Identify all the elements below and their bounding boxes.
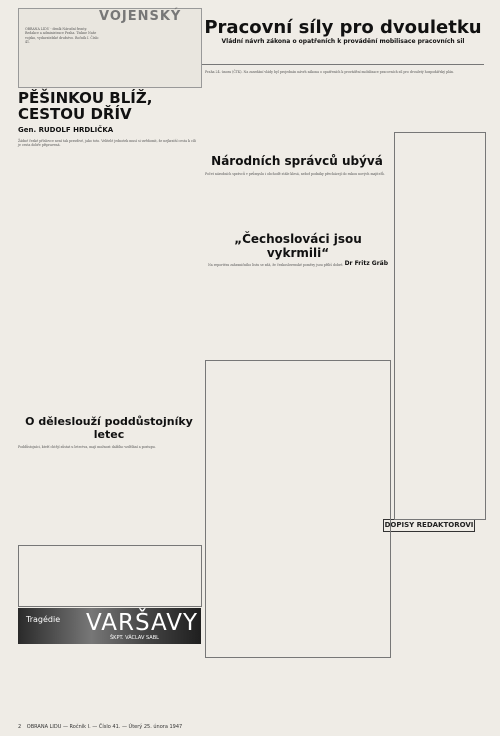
- quote-story-headline: „Čechoslováci jsou vykrmili“: [234, 232, 362, 260]
- top-story-header: [202, 18, 484, 62]
- center-lower-box: [205, 360, 391, 658]
- masthead-logo: VOJENSKÝ: [99, 9, 182, 24]
- feature-title: VARŠAVY: [86, 610, 199, 636]
- left-lower-story: [18, 415, 200, 545]
- left-story: [18, 90, 198, 410]
- mid-story-body: [205, 172, 389, 232]
- page-number: 2: [18, 724, 22, 730]
- footer-line: [18, 724, 182, 730]
- masthead-box: [18, 8, 202, 88]
- feature-banner: [18, 608, 201, 644]
- quote-story-byline: Dr Fritz Gräb: [344, 260, 388, 267]
- feature-subtitle: ŠKPT. VÁCLAV SABL: [110, 635, 159, 641]
- masthead-info: OBRANA LIDU - deník Národní fronty. Redakce a administrace Praha. Tiskne Naše vojsko, vydavatelské družstvo. Ročník I. Číslo 41.: [25, 27, 99, 45]
- footer-text: OBRANA LIDU — Ročník I. — Číslo 41. — Úterý 25. února 1947: [26, 724, 183, 730]
- mid-story-lead: Počet národních správců v průmyslu i obchodě stále klesá, neboť podniky přecházejí do rukou nových majitelů.: [205, 172, 385, 176]
- top-story-lead: Praha 24. února (ČTK). Na zasedání vlády byl projednán návrh zákona o opatřeních k provádění mobilisace pracovních sil pro dvouletý hospodářský plán.: [205, 70, 455, 74]
- left-lower-box: [18, 545, 202, 607]
- feature-label: Tragédie: [26, 615, 61, 624]
- left-story-lead: Žádné české příslovce není tak pravdivé, jako toto. Velitelé jednotek musí si uvědomit, že nejkratší cesta k cíli je cesta dobře připravená.: [18, 139, 196, 148]
- divider: [202, 64, 484, 65]
- quote-story-lead: Na reportéra zahraničního listu se zdá, že československé poměry jsou příliš dobré.: [208, 263, 344, 267]
- top-story-subheadline: Vládní návrh zákona o opatřeních k provádění mobilisace pracovních sil: [221, 38, 465, 45]
- top-story-headline: Pracovní síly pro dvouletku: [204, 17, 482, 38]
- right-column-box: [394, 132, 486, 520]
- quote-story-body: [208, 263, 388, 359]
- mid-story-header: [205, 154, 389, 172]
- left-lower-lead: Poddůstojníci, kteří chtějí zůstat u letectva, mají možnost dalšího vzdělání a postupu.: [18, 445, 156, 449]
- letters-box-label: DOPISY REDAKTOROVI: [383, 519, 475, 532]
- left-story-byline: Gen. RUDOLF HRDLIČKA: [18, 126, 114, 134]
- left-story-headline: PĚŠINKOU BLÍŽ, CESTOU DŘÍV: [18, 89, 153, 123]
- left-lower-headline: O děleslouží poddůstojníky letec: [25, 415, 193, 441]
- mid-story-headline: Národních správců ubývá: [211, 154, 383, 168]
